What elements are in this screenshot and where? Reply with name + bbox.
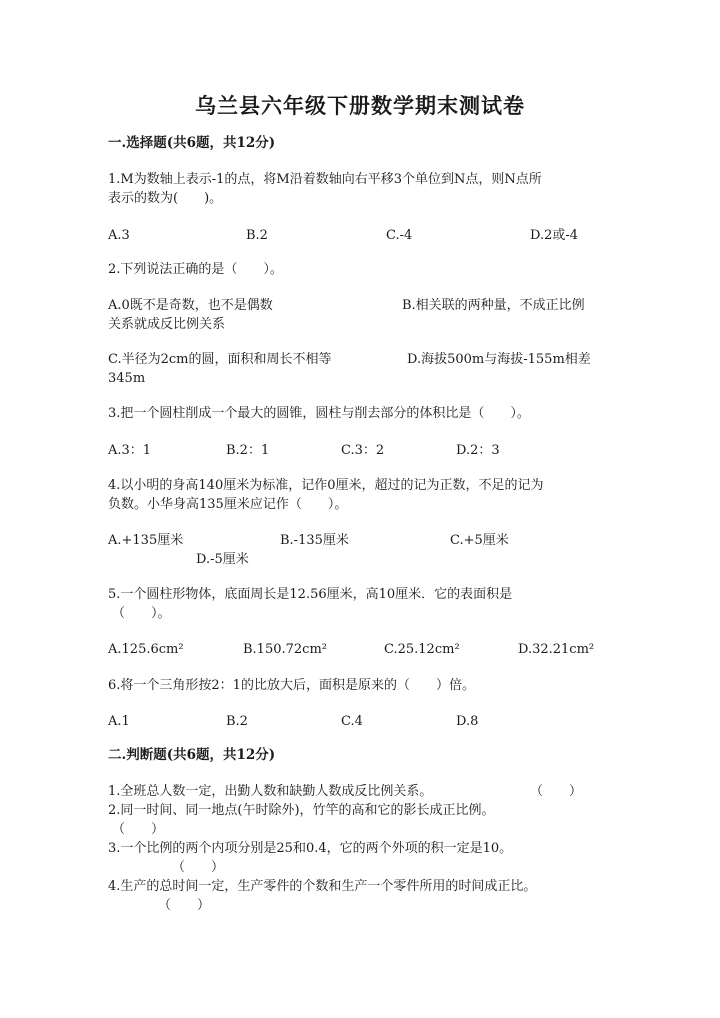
q2-option-d-line2: 345m xyxy=(108,371,146,386)
q6-text: 6.将一个三角形按2：1的比放大后，面积是原来的（ ）倍。 xyxy=(108,678,475,693)
q4-option-c: C.+5厘米 xyxy=(450,533,509,548)
q4-text-line2: 负数。小华身高135厘米应记作（ ）。 xyxy=(108,497,348,512)
judge-3-blank: （ ） xyxy=(172,860,225,875)
q6-option-c: C.4 xyxy=(341,714,363,729)
q5-option-c: C.25.12cm² xyxy=(384,642,460,657)
judge-1-blank: （ ） xyxy=(530,784,583,799)
q1-text-line2: 表示的数为( )。 xyxy=(108,191,223,206)
q3-option-b: B.2：1 xyxy=(226,443,270,458)
page-title: 乌兰县六年级下册数学期末测试卷 xyxy=(195,93,525,118)
q4-option-a: A.+135厘米 xyxy=(108,533,184,548)
q2-option-d-line1: D.海拔500m与海拔-155m相差 xyxy=(407,352,591,367)
q1-option-d: D.2或-4 xyxy=(530,228,579,243)
q2-option-b-line2: 关系就成反比例关系 xyxy=(108,317,226,332)
judge-2-blank: （ ） xyxy=(112,822,165,837)
q1-text-line1: 1.M为数轴上表示-1的点，将M沿着数轴向右平移3个单位到N点，则N点所 xyxy=(108,172,542,187)
q6-option-b: B.2 xyxy=(226,714,248,729)
q2-option-a: A.0既不是奇数，也不是偶数 xyxy=(108,298,273,313)
q3-option-a: A.3：1 xyxy=(108,443,152,458)
judge-4-blank: （ ） xyxy=(158,898,211,913)
judge-1-text: 1.全班总人数一定，出勤人数和缺勤人数成反比例关系。 xyxy=(108,784,433,799)
q2-option-b-line1: B.相关联的两种量，不成正比例 xyxy=(402,298,585,313)
q4-option-b: B.-135厘米 xyxy=(280,533,349,548)
q5-option-d: D.32.21cm² xyxy=(518,642,595,657)
q5-text-line1: 5.一个圆柱形物体，底面周长是12.56厘米，高10厘米．它的表面积是 xyxy=(108,587,513,602)
q3-text: 3.把一个圆柱削成一个最大的圆锥，圆柱与削去部分的体积比是（ ）。 xyxy=(108,406,530,421)
q2-text: 2.下列说法正确的是（ ）。 xyxy=(108,262,283,277)
q1-option-a: A.3 xyxy=(108,228,130,243)
judge-2-text: 2.同一时间、同一地点(午时除外)，竹竿的高和它的影长成正比例。 xyxy=(108,803,495,818)
q4-text-line1: 4.以小明的身高140厘米为标准，记作0厘米，超过的记为正数，不足的记为 xyxy=(108,478,544,493)
q6-option-a: A.1 xyxy=(108,714,130,729)
q3-option-c: C.3：2 xyxy=(341,443,385,458)
judge-4-text: 4.生产的总时间一定，生产零件的个数和生产一个零件所用的时间成正比。 xyxy=(108,879,537,894)
q6-option-d: D.8 xyxy=(456,714,479,729)
section-heading-judge: 二.判断题(共6题，共12分) xyxy=(108,747,276,763)
q5-option-b: B.150.72cm² xyxy=(243,642,327,657)
q1-option-c: C.-4 xyxy=(386,228,413,243)
q5-text-line2: （ ）。 xyxy=(112,606,171,621)
q4-option-d: D.-5厘米 xyxy=(196,552,249,567)
section-heading-choice: 一.选择题(共6题，共12分) xyxy=(108,135,276,151)
q3-option-d: D.2：3 xyxy=(456,443,500,458)
q5-option-a: A.125.6cm² xyxy=(108,642,184,657)
q1-option-b: B.2 xyxy=(246,228,268,243)
judge-3-text: 3.一个比例的两个内项分别是25和0.4，它的两个外项的积一定是10。 xyxy=(108,841,513,856)
q2-option-c: C.半径为2cm的圆，面积和周长不相等 xyxy=(108,352,332,367)
